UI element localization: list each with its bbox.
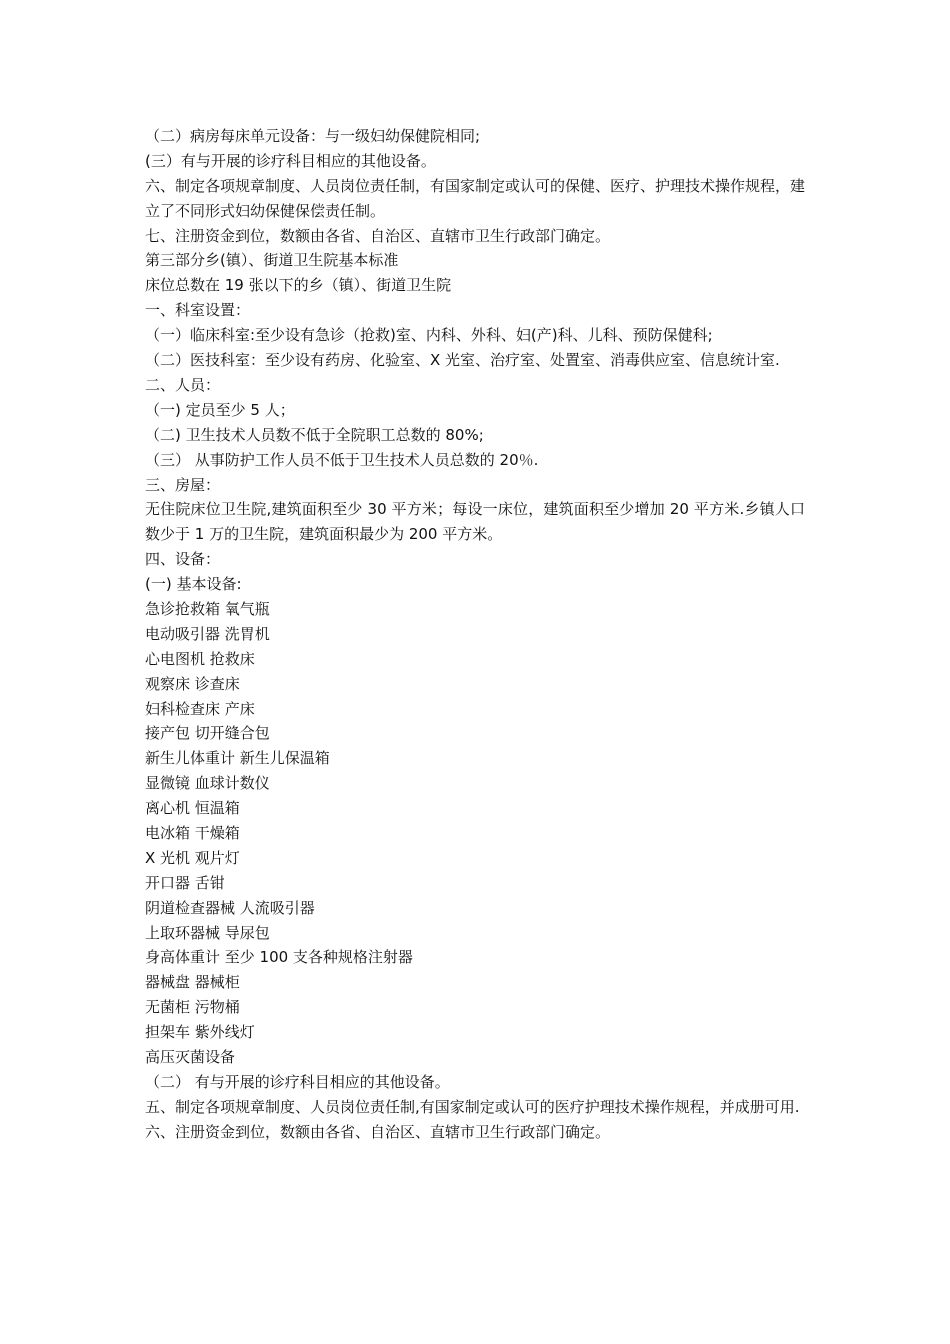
- equipment-item: 新生儿体重计 新生儿保温箱: [145, 749, 330, 768]
- text-paragraph: 六、制定各项规章制度、人员岗位责任制，有国家制定或认可的保健、医疗、护理技术操作规程，建立了不同形式妇幼保健保偿责任制。: [145, 176, 806, 220]
- text-line: （三） 从事防护工作人员不低于卫生技术人员总数的 20％.: [145, 450, 539, 469]
- text-line: （二）病房每床单元设备：与一级妇幼保健院相同;: [145, 127, 481, 145]
- equipment-item: 急诊抢救箱 氧气瓶: [145, 600, 270, 618]
- equipment-item: 观察床 诊查床: [145, 674, 240, 693]
- section-heading: 第三部分乡(镇）、街道卫生院基本标准: [145, 251, 399, 270]
- equipment-item: 心电图机 抢救床: [145, 649, 255, 668]
- equipment-item: 妇科检查床 产床: [145, 699, 255, 718]
- text-paragraph: （二）医技科室：至少设有药房、化验室、X 光室、治疗室、处置室、消毒供应室、信息统计室.: [145, 351, 780, 370]
- equipment-item: 接产包 切开缝合包: [145, 724, 270, 743]
- text-line: 四、设备：: [145, 550, 221, 569]
- equipment-item: 显微镜 血球计数仪: [145, 774, 270, 793]
- text-line: 一、科室设置：: [145, 301, 251, 320]
- text-line: 六、注册资金到位，数额由各省、自治区、直辖市卫生行政部门确定。: [145, 1122, 611, 1141]
- text-line: 三、房屋：: [145, 475, 221, 494]
- equipment-item: 阴道检查器械 人流吸引器: [145, 898, 315, 917]
- equipment-item: 高压灭菌设备: [145, 1048, 236, 1067]
- text-line: (三）有与开展的诊疗科目相应的其他设备。: [145, 151, 436, 170]
- equipment-item: 上取环器械 导尿包: [145, 923, 270, 942]
- text-line: (一) 基本设备:: [145, 575, 242, 594]
- equipment-item: X 光机 观片灯: [145, 848, 240, 867]
- equipment-item: 电动吸引器 洗胃机: [145, 624, 270, 643]
- text-line: （一) 定员至少 5 人；: [145, 400, 295, 419]
- text-paragraph: 五、制定各项规章制度、人员岗位责任制,有国家制定或认可的医疗护理技术操作规程，并成册可用.: [145, 1097, 800, 1116]
- equipment-item: 无菌柜 污物桶: [145, 998, 240, 1017]
- text-line: 七、注册资金到位，数额由各省、自治区、直辖市卫生行政部门确定。: [145, 226, 611, 245]
- document-body: [145, 124, 805, 1145]
- text-line: （一）临床科室:至少设有急诊（抢救)室、内科、外科、妇(产)科、儿科、预防保健科;: [145, 326, 713, 345]
- text-line: （二) 卫生技术人员数不低于全院职工总数的 80%;: [145, 425, 484, 444]
- equipment-item: 担架车 紫外线灯: [145, 1023, 255, 1042]
- text-paragraph: 无住院床位卫生院,建筑面积至少 30 平方米；每设一床位，建筑面积至少增加 20 平方米.乡镇人口数少于 1 万的卫生院，建筑面积最少为 200 平方米。: [145, 500, 805, 544]
- equipment-item: 开口器 舌钳: [145, 873, 225, 892]
- equipment-item: 离心机 恒温箱: [145, 799, 240, 818]
- text-line: 二、人员：: [145, 375, 221, 394]
- text-line: （二） 有与开展的诊疗科目相应的其他设备。: [145, 1072, 450, 1091]
- text-line: 床位总数在 19 张以下的乡（镇）、街道卫生院: [145, 276, 452, 295]
- equipment-item: 器械盘 器械柜: [145, 973, 240, 992]
- equipment-item: 电冰箱 干燥箱: [145, 824, 240, 843]
- equipment-item: 身高体重计 至少 100 支各种规格注射器: [145, 948, 413, 967]
